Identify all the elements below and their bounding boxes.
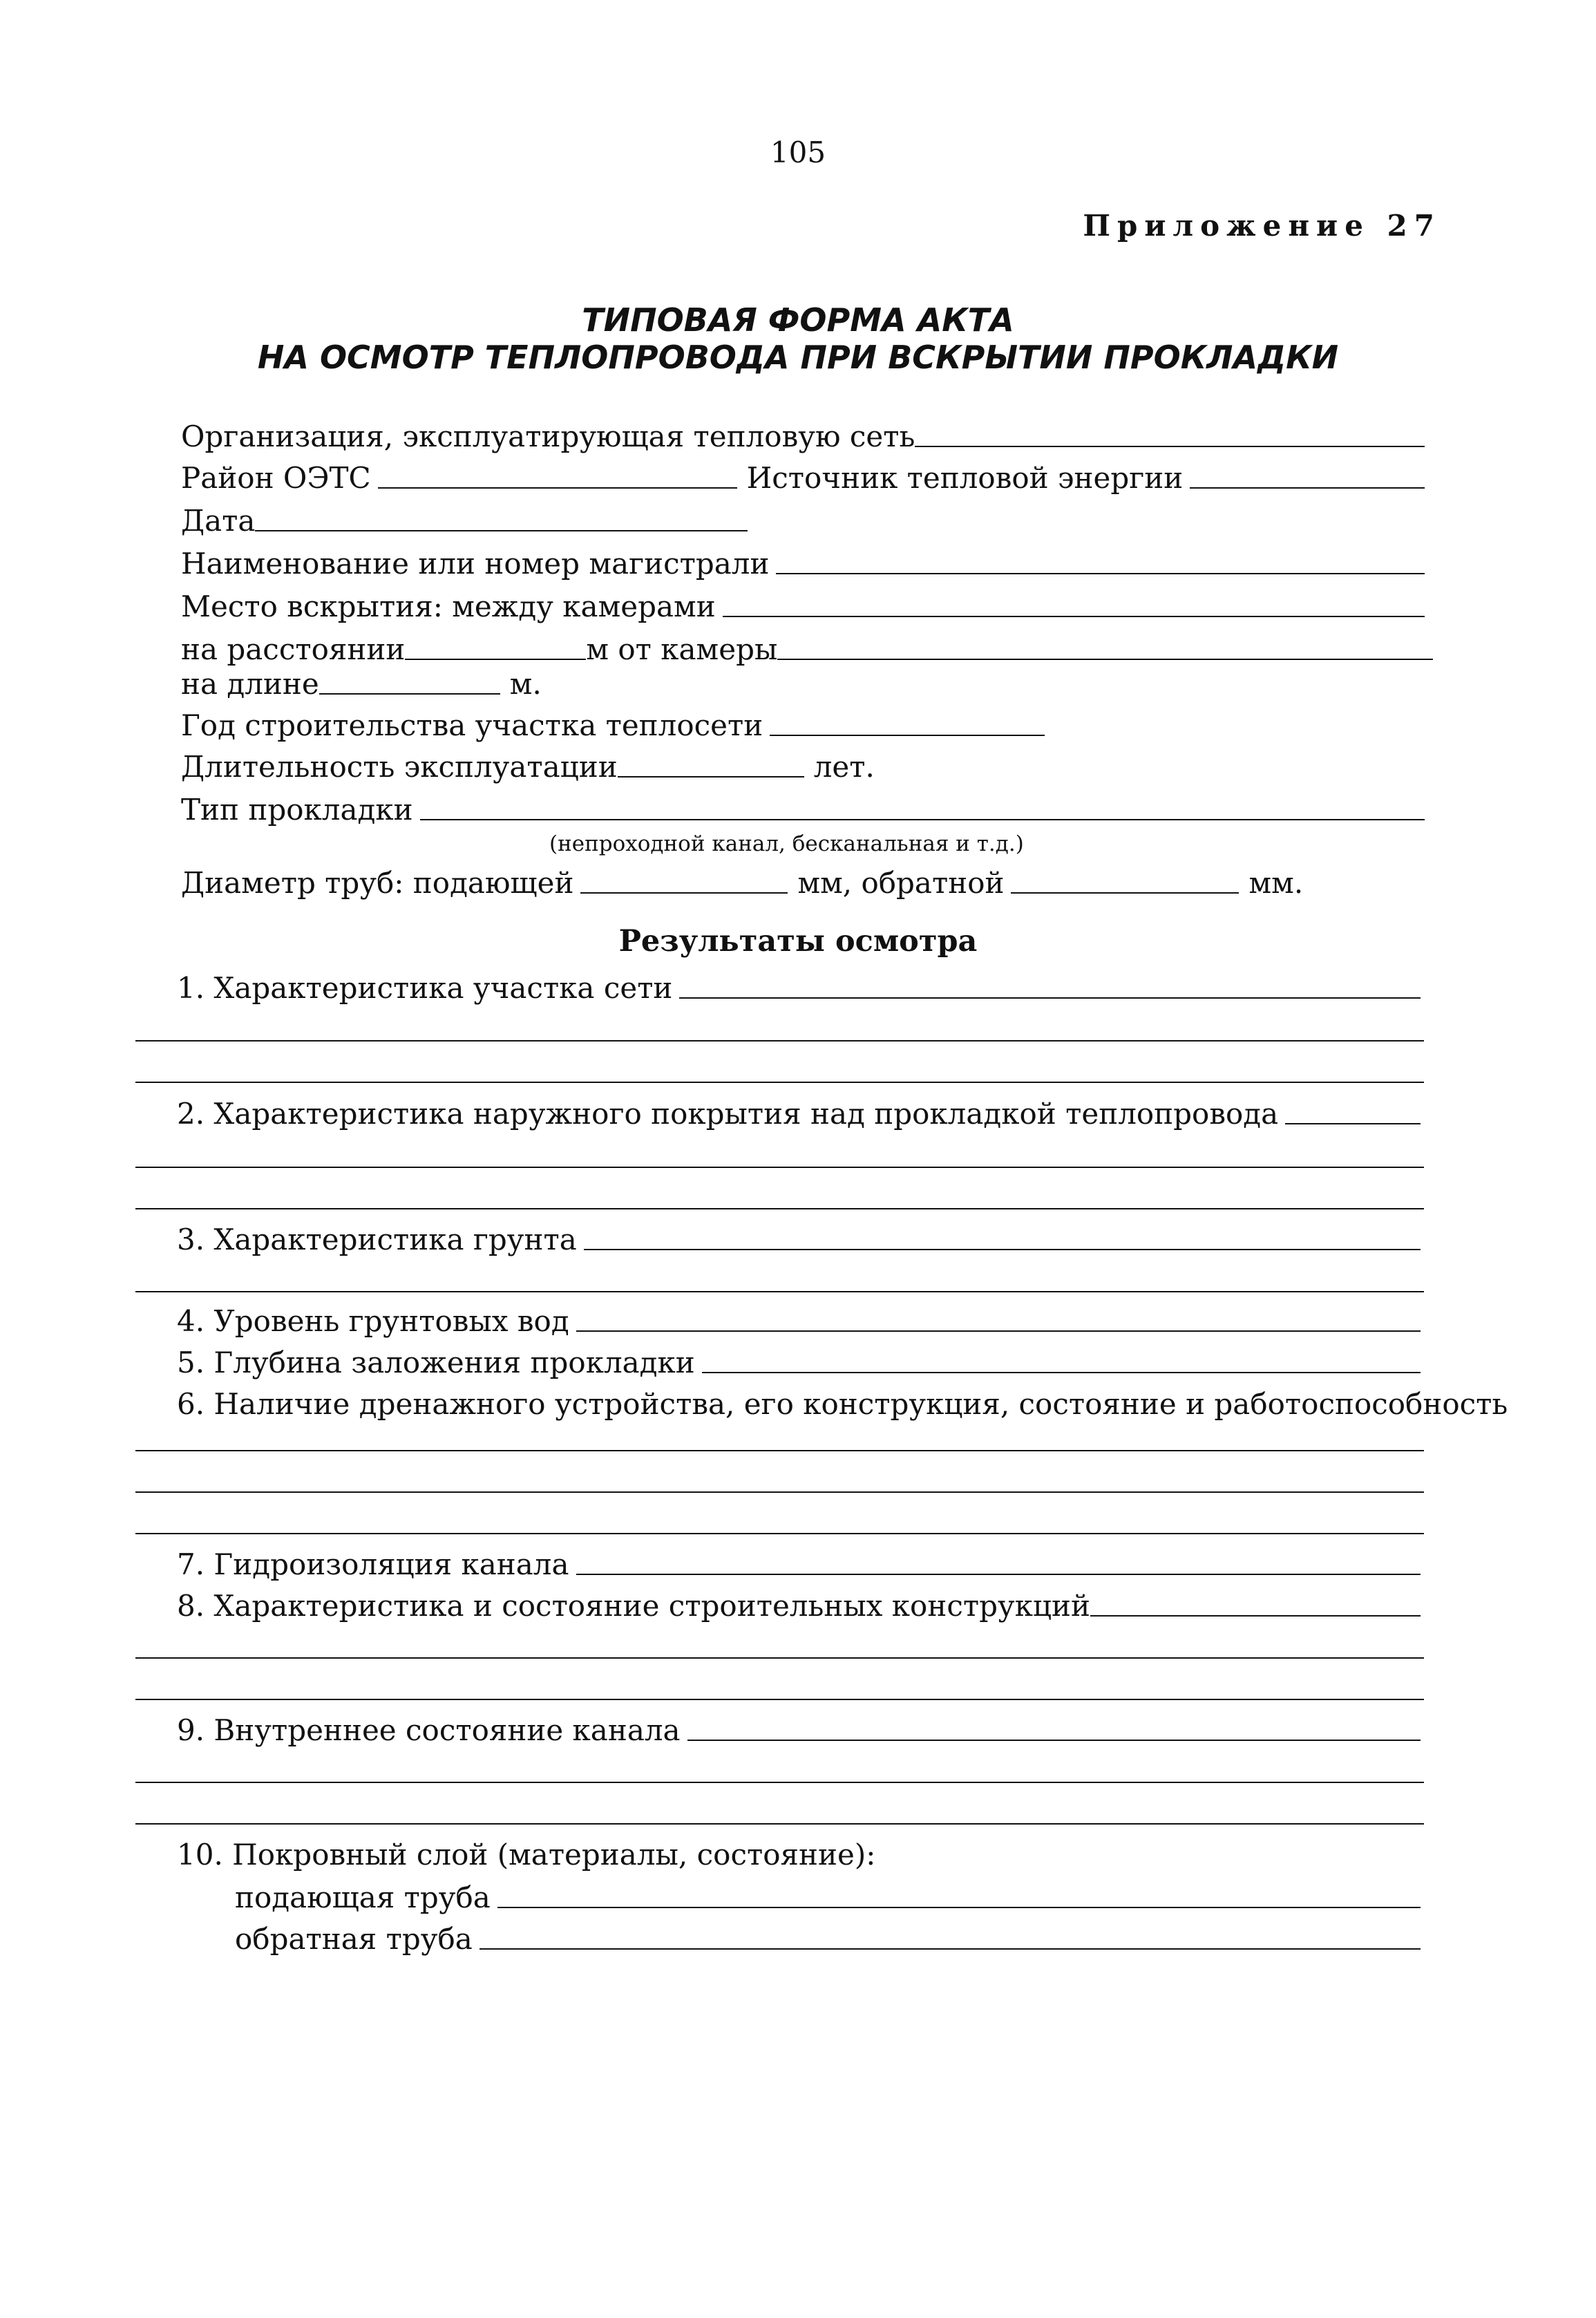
date-label: Дата — [181, 504, 256, 538]
results-title: Результаты осмотра — [618, 924, 978, 959]
construction-year-label: Год строительства участка теплосети — [181, 708, 763, 742]
main-name-label: Наименование или номер магистрали — [181, 547, 770, 581]
distance-label: на расстоянии — [181, 632, 406, 666]
construction-year-field[interactable] — [770, 735, 1045, 736]
organization-label: Организация, эксплуатирующая тепловую сеть — [181, 420, 915, 453]
result-item-9-line[interactable] — [135, 1782, 1424, 1783]
result-item-6 — [177, 1382, 1508, 1421]
return-pipe-field[interactable] — [479, 1948, 1421, 1950]
result-item-9 — [177, 1708, 1421, 1747]
mm-return-label: мм, обратной — [797, 866, 1005, 900]
result-item-1-line[interactable] — [135, 1082, 1424, 1083]
length-label: на длине — [181, 667, 319, 701]
result-item-2-line[interactable] — [135, 1167, 1424, 1168]
supply-pipe-row — [235, 1876, 1421, 1914]
result-item-5-field[interactable] — [702, 1372, 1421, 1373]
length-unit: м. — [509, 667, 542, 701]
result-item-9-field[interactable] — [687, 1740, 1421, 1741]
years-unit: лет. — [813, 750, 875, 784]
result-item-5-label: 5. Глубина заложения прокладки — [177, 1346, 695, 1379]
result-item-6-label: 6. Наличие дренажного устройства, его конструкция, состояние и работоспособность — [177, 1387, 1508, 1421]
result-item-4 — [177, 1299, 1421, 1338]
return-pipe-row — [235, 1917, 1421, 1956]
laying-type-label: Тип прокладки — [181, 793, 413, 827]
appendix-label: Приложение 27 — [1083, 209, 1441, 243]
heat-source-label: Источник тепловой энергии — [746, 461, 1184, 495]
chamber-field[interactable] — [777, 659, 1433, 660]
result-item-7-label: 7. Гидроизоляция канала — [177, 1547, 569, 1581]
laying-type-field[interactable] — [420, 819, 1425, 820]
main-name-field[interactable] — [776, 573, 1425, 574]
supply-pipe-label: подающая труба — [235, 1881, 491, 1914]
return-pipe-label: обратная труба — [235, 1922, 473, 1956]
result-item-9-line[interactable] — [135, 1823, 1424, 1825]
return-diameter-field[interactable] — [1011, 892, 1239, 894]
result-item-1 — [177, 966, 1421, 1005]
distance-row — [181, 628, 1433, 666]
opening-place-field[interactable] — [723, 616, 1425, 617]
district-label: Район ОЭТС — [181, 461, 371, 495]
form-title-line-2: НА ОСМОТР ТЕПЛОПРОВОДА ПРИ ВСКРЫТИИ ПРОКЛАДКИ — [257, 339, 1339, 376]
opening-place-row — [181, 585, 1425, 623]
laying-type-hint: (непроходной канал, бесканальная и т.д.) — [549, 831, 1024, 856]
result-item-8 — [177, 1584, 1421, 1623]
mm-unit: мм. — [1248, 866, 1304, 900]
result-item-3-line[interactable] — [135, 1291, 1424, 1292]
service-duration-row — [181, 745, 1010, 784]
supply-diameter-field[interactable] — [580, 892, 788, 894]
result-item-3-field[interactable] — [584, 1249, 1421, 1250]
main-name-row — [181, 542, 1425, 581]
result-item-9-label: 9. Внутреннее состояние канала — [177, 1713, 681, 1747]
date-row — [181, 499, 748, 538]
result-item-2-field[interactable] — [1285, 1123, 1421, 1124]
result-item-7 — [177, 1543, 1421, 1581]
service-duration-field[interactable] — [618, 776, 804, 778]
opening-place-label: Место вскрытия: между камерами — [181, 590, 716, 623]
result-item-8-line[interactable] — [135, 1699, 1424, 1700]
page-number: 105 — [770, 135, 826, 169]
district-field[interactable] — [378, 487, 737, 489]
result-item-10-label: 10. Покровный слой (материалы, состояние): — [177, 1838, 876, 1872]
from-chamber-label: м от камеры — [586, 632, 778, 666]
result-item-2-line[interactable] — [135, 1208, 1424, 1209]
result-item-6-line[interactable] — [135, 1491, 1424, 1493]
supply-pipe-field[interactable] — [497, 1907, 1421, 1908]
organization-row — [181, 415, 1425, 453]
result-item-1-field[interactable] — [679, 997, 1421, 999]
pipe-diameter-label: Диаметр труб: подающей — [181, 866, 574, 900]
result-item-8-field[interactable] — [1090, 1615, 1421, 1617]
district-row — [181, 456, 1425, 495]
result-item-3 — [177, 1218, 1421, 1256]
result-item-8-line[interactable] — [135, 1657, 1424, 1659]
service-duration-label: Длительность эксплуатации — [181, 750, 618, 784]
result-item-2 — [177, 1092, 1421, 1131]
distance-field[interactable] — [405, 659, 586, 660]
result-item-5 — [177, 1341, 1421, 1379]
length-row — [181, 662, 734, 701]
heat-source-field[interactable] — [1190, 487, 1425, 489]
form-title-line-1: ТИПОВАЯ ФОРМА АКТА — [582, 301, 1014, 339]
result-item-6-line[interactable] — [135, 1450, 1424, 1451]
result-item-6-line[interactable] — [135, 1533, 1424, 1534]
length-field[interactable] — [319, 693, 500, 695]
result-item-2-label: 2. Характеристика наружного покрытия над прокладкой теплопровода — [177, 1097, 1279, 1131]
result-item-3-label: 3. Характеристика грунта — [177, 1223, 577, 1256]
construction-year-row — [181, 704, 1045, 742]
organization-field[interactable] — [915, 446, 1425, 447]
result-item-7-field[interactable] — [576, 1574, 1421, 1575]
result-item-1-label: 1. Характеристика участка сети — [177, 971, 673, 1005]
laying-type-row — [181, 788, 1425, 827]
result-item-4-label: 4. Уровень грунтовых вод — [177, 1304, 569, 1338]
result-item-8-label: 8. Характеристика и состояние строительных конструкций — [177, 1589, 1090, 1623]
pipe-diameter-row — [181, 861, 1425, 900]
result-item-4-field[interactable] — [576, 1330, 1421, 1332]
date-field[interactable] — [255, 530, 748, 531]
result-item-1-line[interactable] — [135, 1040, 1424, 1042]
result-item-10 — [177, 1833, 1144, 1872]
